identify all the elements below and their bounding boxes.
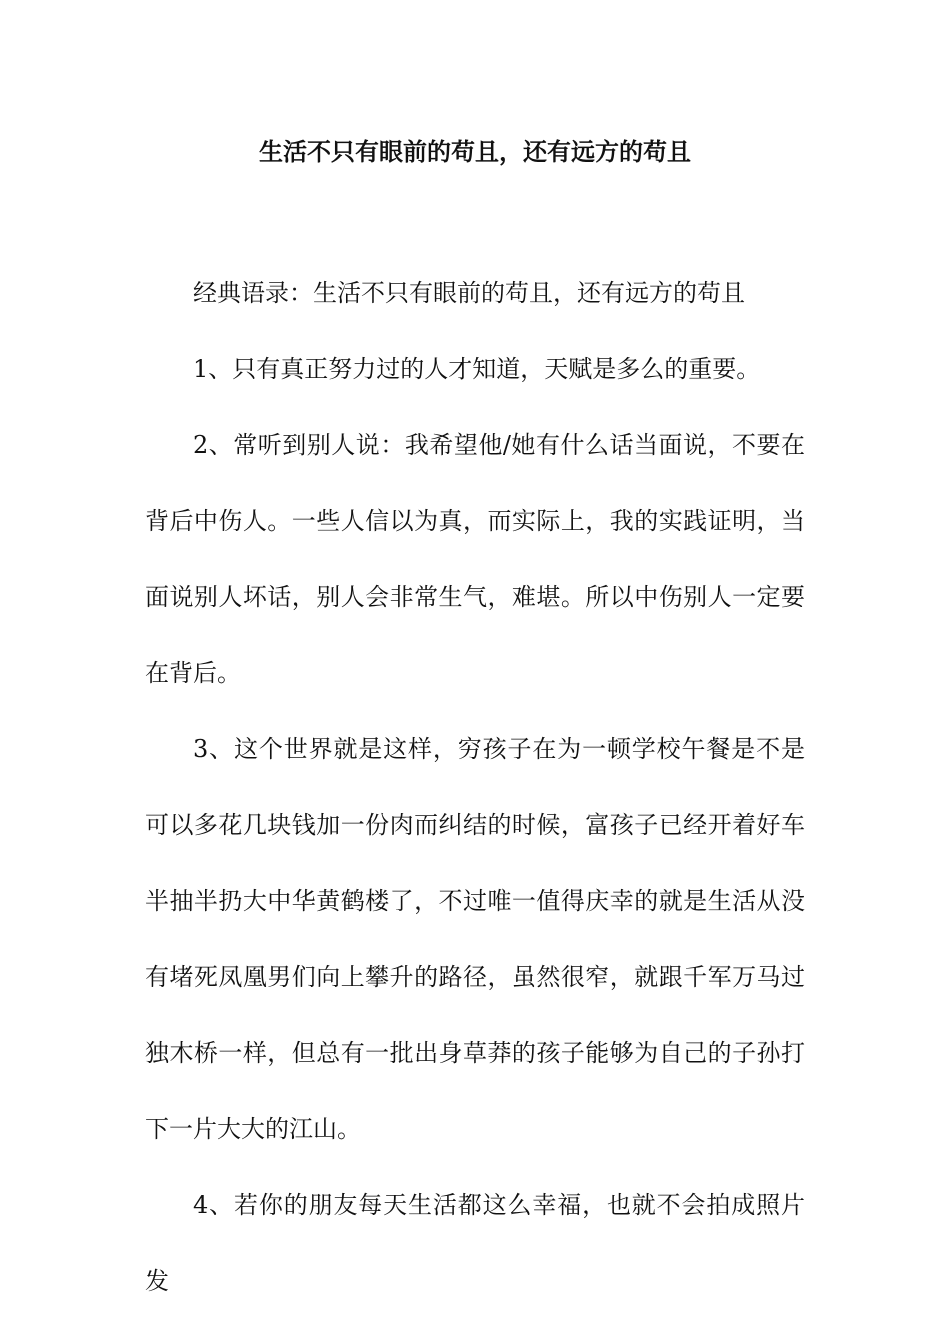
paragraph-3: 3、这个世界就是这样，穷孩子在为一顿学校午餐是不是可以多花几块钱加一份肉而纠结的时候，富孩子已经开着好车半抽半扔大中华黄鹤楼了，不过唯一值得庆幸的就是生活从没有堵死凤凰男们向上攀升的路径，虽然很窄，就跟千军万马过独木桥一样，但总有一批出身草莽的孩子能够为自己的子孙打下一片大大的江山。 [145, 735, 805, 1143]
paragraph-4: 4、若你的朋友每天生活都这么幸福，也就不会拍成照片发 [145, 1191, 805, 1295]
paragraph-2: 2、常听到别人说：我希望他/她有什么话当面说，不要在背后中伤人。一些人信以为真，而实际上，我的实践证明，当面说别人坏话，别人会非常生气，难堪。所以中伤别人一定要在背后。 [145, 431, 805, 687]
document-title: 生活不只有眼前的苟且，还有远方的苟且 [259, 137, 691, 166]
paragraph-1: 1、只有真正努力过的人才知道，天赋是多么的重要。 [193, 355, 761, 383]
paragraph-quote-heading: 经典语录：生活不只有眼前的苟且，还有远方的苟且 [193, 279, 745, 307]
document-body [145, 255, 805, 1319]
